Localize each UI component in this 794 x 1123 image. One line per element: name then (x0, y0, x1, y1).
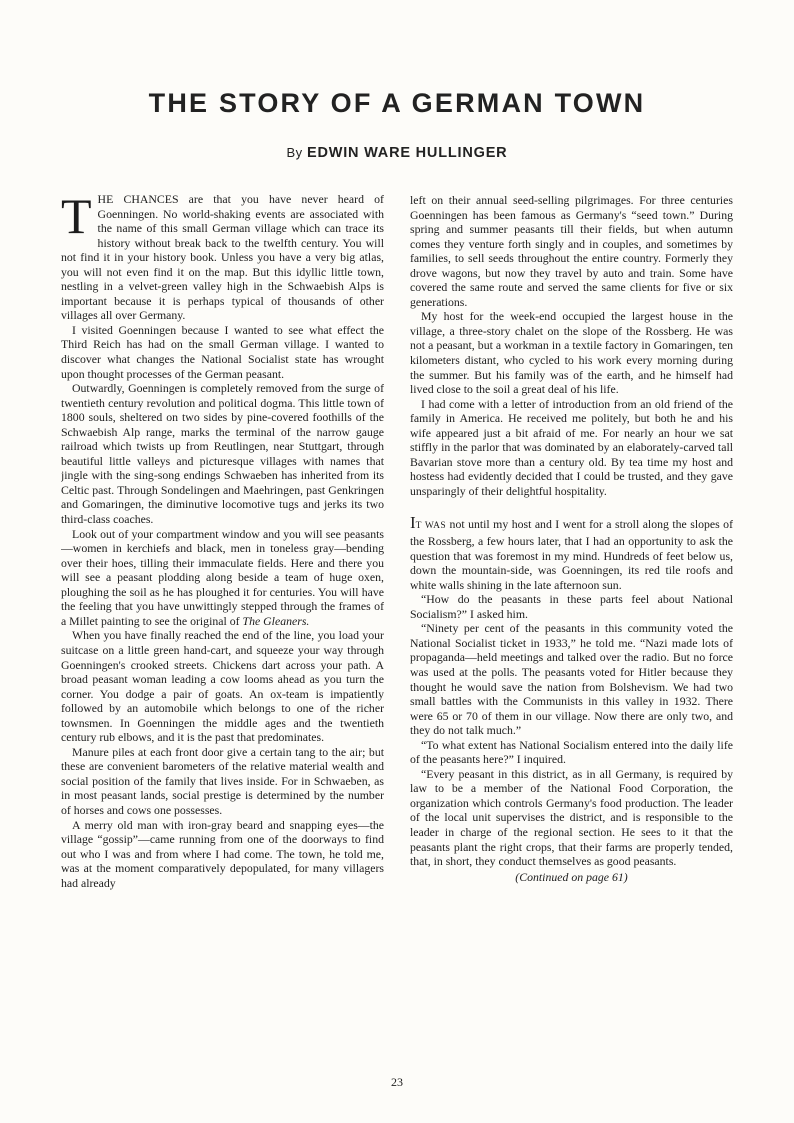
paragraph: “Every peasant in this district, as in all Germany, is required by law to be a member of the National Food Corporation, the organization which controls Germany's food production. The leader of the local unit supervises the district, and is responsible to the leader in charge of the regional section. He sees to it that the peasants plant the right crops, that their farms are properly tended, that, in short, they conduct themselves as good peasants. (410, 766, 733, 869)
paragraph: Manure piles at each front door give a certain tang to the air; but these are convenient barometers of the relative material wealth and social position of the family that lives inside. For in Schwaeben, as in most peasant lands, social prestige is determined by the number of horses and cows one possesses. (61, 744, 384, 817)
right-column (410, 193, 733, 1063)
painting-title: The Gleaners. (242, 613, 310, 628)
paragraph-text: HE CHANCES are that you have never heard of Goenningen. No world-shaking events are associated with the name of this small German village which can trace its history without break back to the twelfth century. You will not find it in your history book. Unless you have a very big atlas, you will not even find it on the map. But this idyllic little town, nestling in a velvet-green valley high in the Schwaebish Alps is important because it is perhaps typical of thousands of other villages all over Germany. (61, 192, 384, 323)
paragraph (410, 513, 733, 592)
section-break (410, 498, 733, 516)
paragraph: “How do the peasants in these parts feel about National Socialism?” I asked him. (410, 592, 733, 621)
paragraph: “Ninety per cent of the peasants in this community voted the National Socialist ticket in 1933,” he told me. “Nazi made lots of propaganda—held meetings and talked over the radio. But no force was used at the polls. The peasants voted for Hitler because they thought he would save the nation from Bolshevism. We had two small battles with the Communists in this valley in 1932. There were 65 or 70 of them in our village. Now there are only two, and they do not talk much.” (410, 621, 733, 738)
small-caps-lead: T WAS (415, 521, 447, 532)
paragraph: My host for the week-end occupied the largest house in the village, a three-story chalet on the slope of the Rossberg. He was not a peasant, but a workman in a textile factory in Gomaringen, ten kilometers distant, who cycled to his work every morning during the summer. But his family was of the earth, and he himself had lived close to the soil a great deal of his life. (410, 309, 733, 397)
continued-note: (Continued on page 61) (515, 869, 628, 884)
paragraph: I had come with a letter of introduction from an old friend of the family in America. He received me politely, but both he and his wife appeared just a bit afraid of me. For nearly an hour we sat stiffly in the parlor that was dominated by an elaborately-carved tall Bavarian stove more than a century old. By tea time my host and hostess had evidently decided that I could be trusted, and they gave unsparingly of their delightful hospitality. (410, 396, 733, 498)
article-title: THE STORY OF A GERMAN TOWN (148, 88, 646, 118)
paragraph: When you have finally reached the end of the line, you load your suitcase on a little green hand-cart, and squeeze your way through Goenningen's crooked streets. Chickens dart across your path. A broad peasant woman leading a cow looms ahead as you turn the corner. You dodge a pair of goats. An ox-team is impatiently followed by an automobile which belongs to one of the richer townsmen. In Goenningen the middle ages and the twentieth century rub elbows, and it is the past that predominates. (61, 628, 384, 745)
paragraph: A merry old man with iron-gray beard and snapping eyes—the village “gossip”—came running from one of the doorways to find out who I was and from where I had come. The town, he told me, was at the moment comparatively depopulated, for many villagers had already (61, 817, 384, 890)
paragraph: “To what extent has National Socialism entered into the daily life of the peasants here?” I inquired. (410, 737, 733, 767)
paragraph-text: Look out of your compartment window and you will see peasants—women in kerchiefs and black, men in toneless gray—bending over their hoes, tilling their immaculate fields. Here and there you will see a peasant plodding along beside a team of huge oxen, ploughing the soil as he has ploughed it for centuries. You will have the feeling that you have unwittingly stepped through the frames of a Millet painting to see the original of (61, 526, 384, 628)
drop-cap: T (61, 192, 92, 244)
section-initial: I (410, 513, 416, 533)
page-number: 23 (391, 1075, 403, 1089)
paragraph (61, 527, 384, 629)
paragraph: I visited Goenningen because I wanted to see what effect the Third Reich has had on the small German village. I wanted to discover what changes the National Socialist state has wrought upon thought processes of the German peasant. (61, 322, 384, 381)
paragraph: Outwardly, Goenningen is completely removed from the surge of twentieth century revolution and political dogma. This little town of 1800 souls, sheltered on two sides by pine-covered foothills of the Schwaebish Alp range, marks the terminal of the narrow gauge railroad which twists up from Reutlingen, near Stuttgart, through beautiful little valleys and picturesque villages with names that jingle with the sing-song endings Schwaeben has inherited from its Celtic past. Through Sondelingen and Maehringen, past Genkringen and Gomaringen, the diminutive locomotive tugs and jerks its two third-class coaches. (61, 381, 384, 527)
left-column (61, 192, 384, 1062)
paragraph: left on their annual seed-selling pilgrimages. For three centuries Goenningen has been famous as Germany's “seed town.” During spring and summer peasants till their fields, but when autumn comes they venture forth singly and in couples, and sometimes by families, to sell seeds throughout the entire country. Formerly they drove wagons, but now they travel by auto and train. Some have covered the same route and served the same clients for five or six generations. (410, 193, 733, 309)
byline (60, 145, 734, 161)
paragraph (61, 192, 384, 323)
byline-author: EDWIN WARE HULLINGER (306, 145, 508, 161)
paragraph-text: not until my host and I went for a stroll along the slopes of the Rossberg, a few hours later, that I had an opportunity to ask the question that was foremost in my mind. Hundreds of feet below us, down the mountain-side, was Goenningen, its red tile roofs and white walls shining in the late afternoon sun. (410, 517, 733, 592)
byline-prefix: By (286, 145, 303, 160)
